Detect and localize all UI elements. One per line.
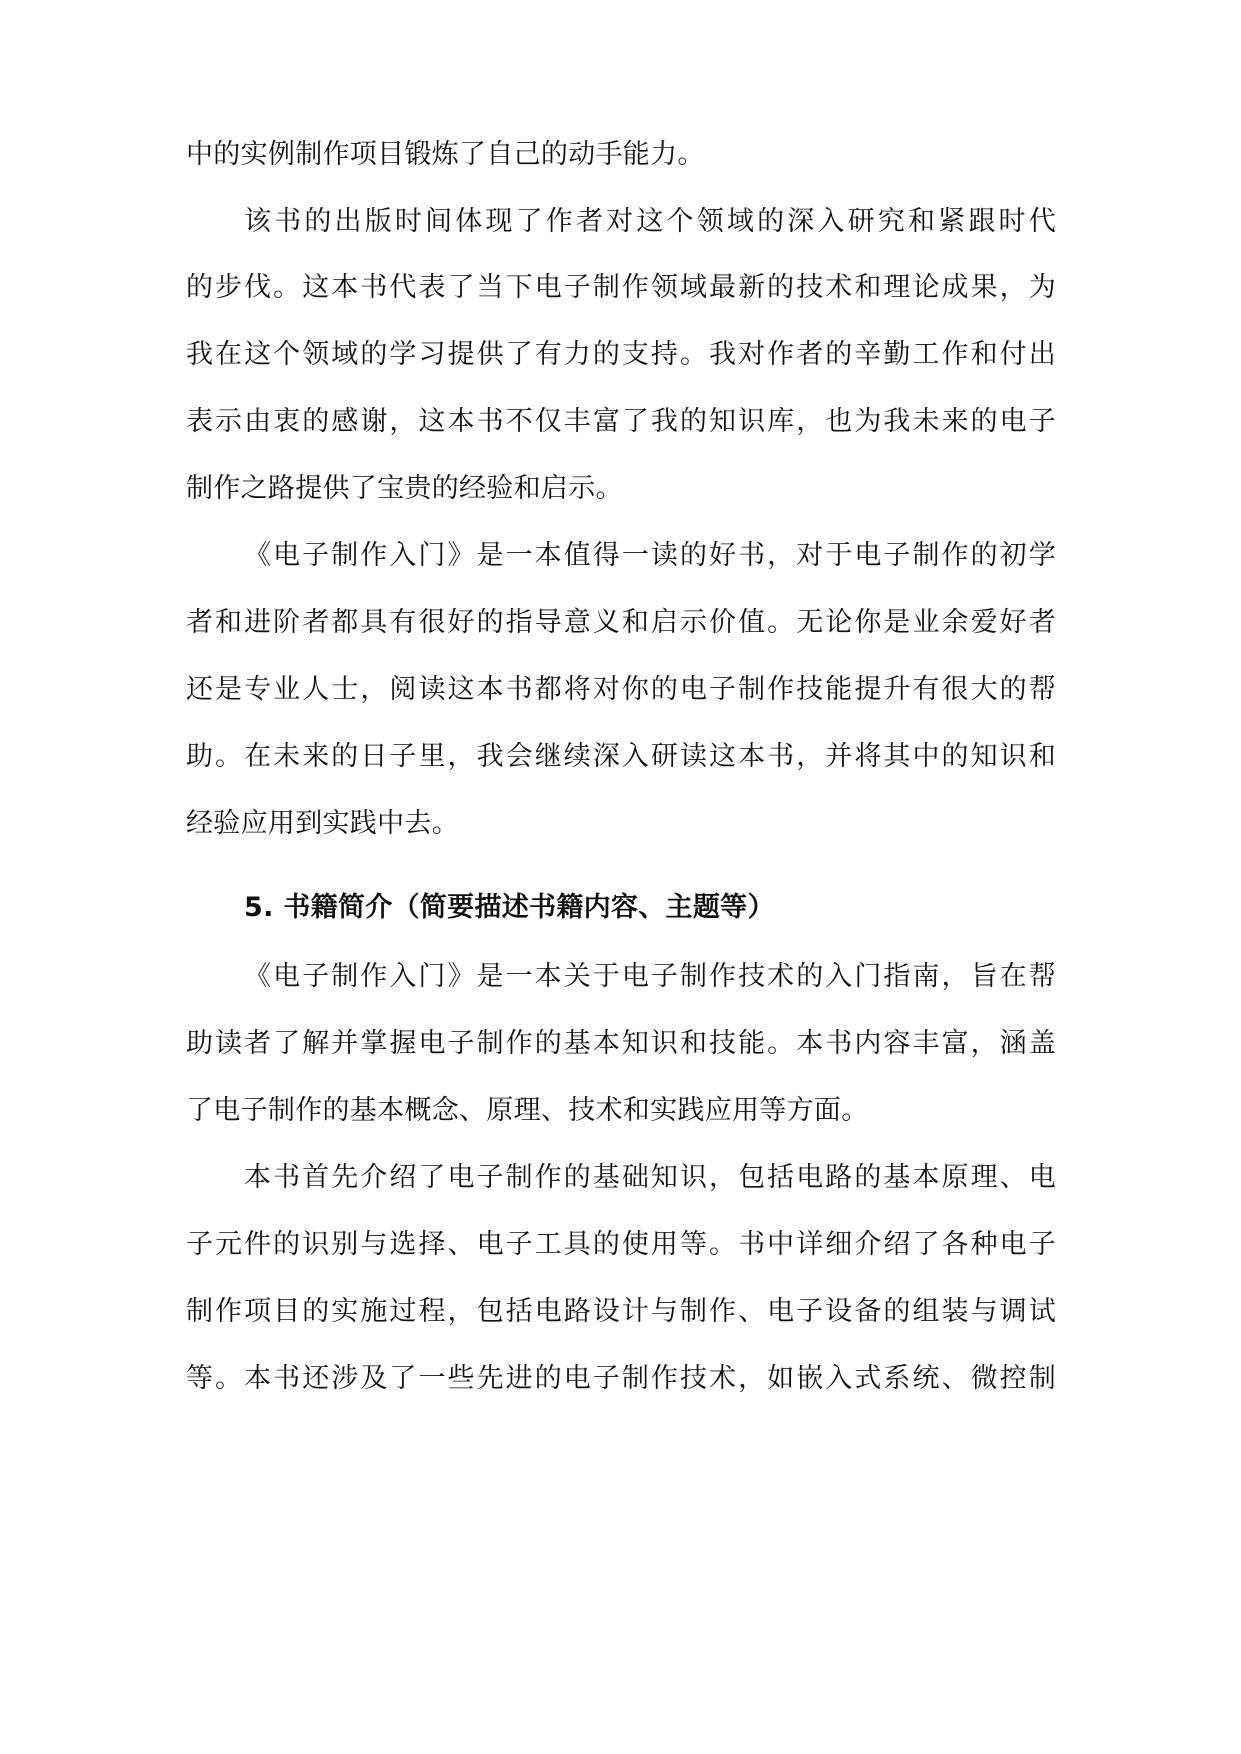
text-line: 经验应用到实践中去。 bbox=[186, 808, 459, 839]
text-line: 该书的出版时间体现了作者对这个领域的深入研究和紧跟时代 bbox=[244, 206, 1056, 237]
text-line: 我在这个领域的学习提供了有力的支持。我对作者的辛勤工作和付出 bbox=[186, 339, 1056, 370]
text-line: 等。本书还涉及了一些先进的电子制作技术，如嵌入式系统、微控制 bbox=[186, 1363, 1056, 1394]
text-line: 《电子制作入门》是一本关于电子制作技术的入门指南，旨在帮 bbox=[244, 961, 1056, 992]
text-line: 还是专业人士，阅读这本书都将对你的电子制作技能提升有很大的帮 bbox=[186, 674, 1056, 705]
section-heading: 5. 书籍简介（简要描述书籍内容、主题等） bbox=[244, 892, 775, 923]
text-line: 制作项目的实施过程，包括电路设计与制作、电子设备的组装与调试 bbox=[186, 1296, 1056, 1327]
text-line: 助读者了解并掌握电子制作的基本知识和技能。本书内容丰富，涵盖 bbox=[186, 1028, 1056, 1059]
text-line: 了电子制作的基本概念、原理、技术和实践应用等方面。 bbox=[186, 1095, 869, 1126]
text-line: 中的实例制作项目锻炼了自己的动手能力。 bbox=[186, 139, 705, 170]
text-line: 本书首先介绍了电子制作的基础知识，包括电路的基本原理、电 bbox=[244, 1162, 1056, 1193]
text-line: 助。在未来的日子里，我会继续深入研读这本书，并将其中的知识和 bbox=[186, 741, 1056, 772]
text-line: 的步伐。这本书代表了当下电子制作领域最新的技术和理论成果，为 bbox=[186, 272, 1056, 303]
text-line: 子元件的识别与选择、电子工具的使用等。书中详细介绍了各种电子 bbox=[186, 1229, 1056, 1260]
text-line: 制作之路提供了宝贵的经验和启示。 bbox=[186, 473, 623, 504]
text-line: 《电子制作入门》是一本值得一读的好书，对于电子制作的初学 bbox=[244, 540, 1056, 571]
text-line: 表示由衷的感谢，这本书不仅丰富了我的知识库，也为我未来的电子 bbox=[186, 406, 1056, 437]
text-line: 者和进阶者都具有很好的指导意义和启示价值。无论你是业余爱好者 bbox=[186, 607, 1056, 638]
